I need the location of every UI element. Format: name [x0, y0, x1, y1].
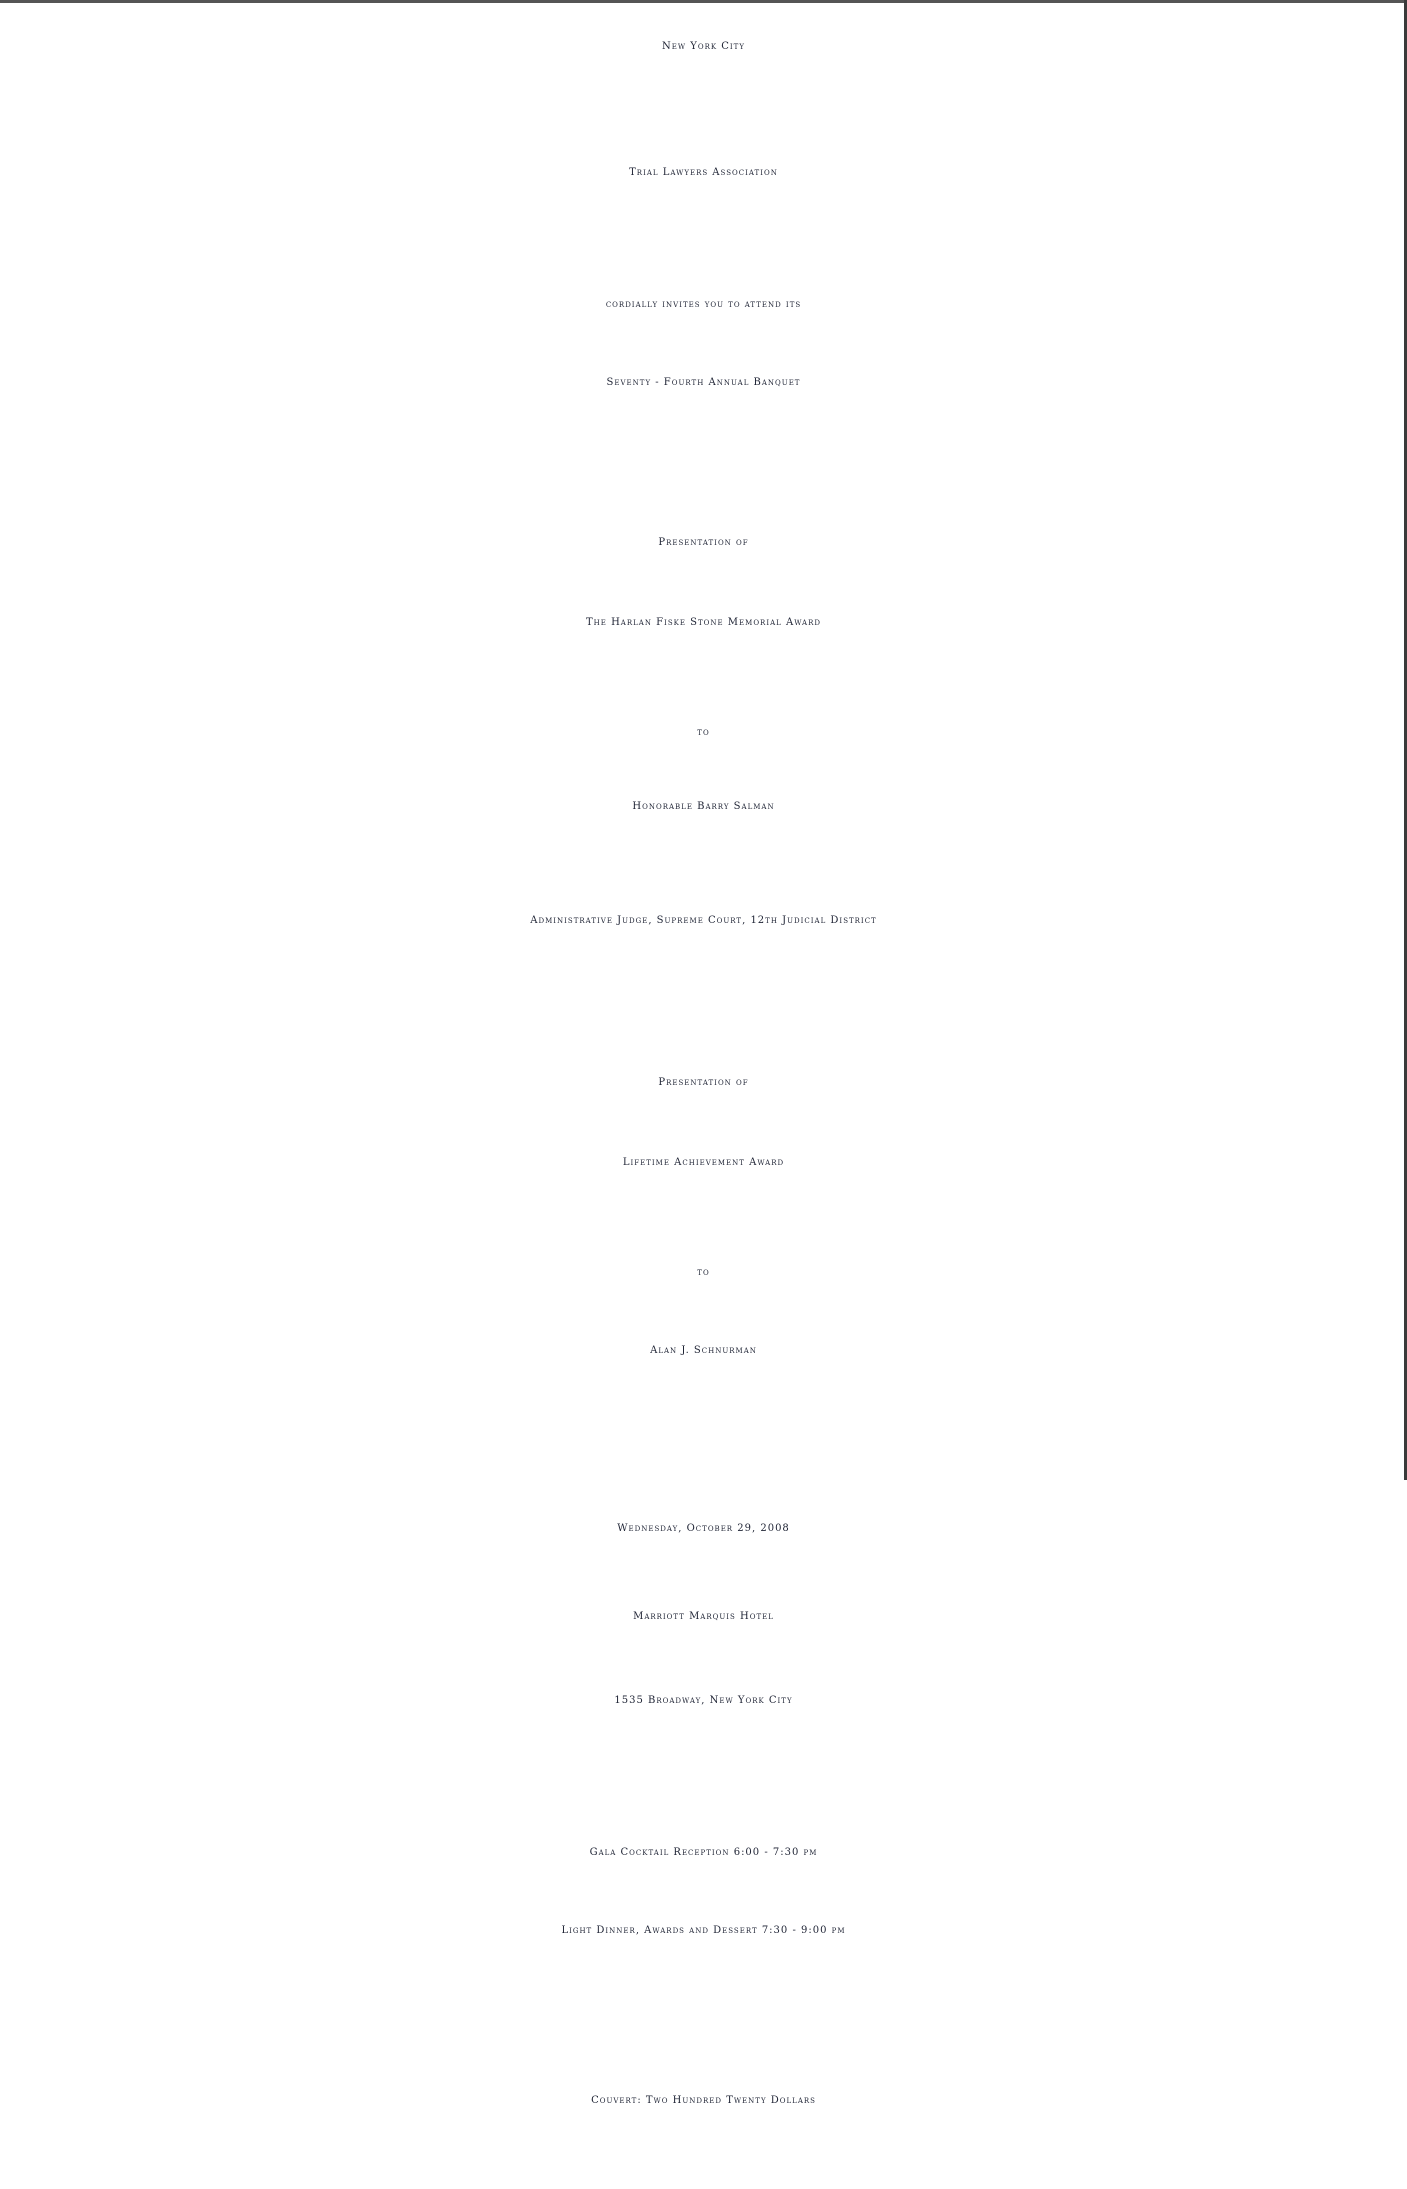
event-address: 1535 Broadway, New York City — [614, 1695, 793, 1706]
event-venue: Marriott Marquis Hotel — [633, 1611, 774, 1622]
scan-edge-top — [0, 0, 1407, 3]
org-name-line1: New York City — [662, 41, 745, 52]
award1-to: to — [697, 727, 710, 738]
org-name-line2: Trial Lawyers Association — [629, 167, 778, 178]
award2-to: to — [697, 1267, 710, 1278]
event-date: Wednesday, October 29, 2008 — [617, 1523, 790, 1534]
award2-honoree: Alan J. Schnurman — [650, 1345, 757, 1356]
award1-name: The Harlan Fiske Stone Memorial Award — [586, 617, 821, 628]
couvert-price: Couvert: Two Hundred Twenty Dollars — [591, 2095, 816, 2106]
award1-honoree-title: Administrative Judge, Supreme Court, 12th Judicial District — [530, 915, 877, 926]
invite-line: cordially invites you to attend its — [605, 299, 802, 310]
schedule-dinner: Light Dinner, Awards and Dessert 7:30 - 9:00 pm — [561, 1925, 846, 1936]
award1-honoree: Honorable Barry Salman — [632, 801, 775, 812]
award2-presentation-of: Presentation of — [658, 1077, 749, 1088]
award2-name: Lifetime Achievement Award — [622, 1157, 785, 1168]
schedule-reception: Gala Cocktail Reception 6:00 - 7:30 pm — [589, 1847, 818, 1858]
event-name: Seventy - Fourth Annual Banquet — [606, 377, 801, 388]
award1-presentation-of: Presentation of — [658, 537, 749, 548]
